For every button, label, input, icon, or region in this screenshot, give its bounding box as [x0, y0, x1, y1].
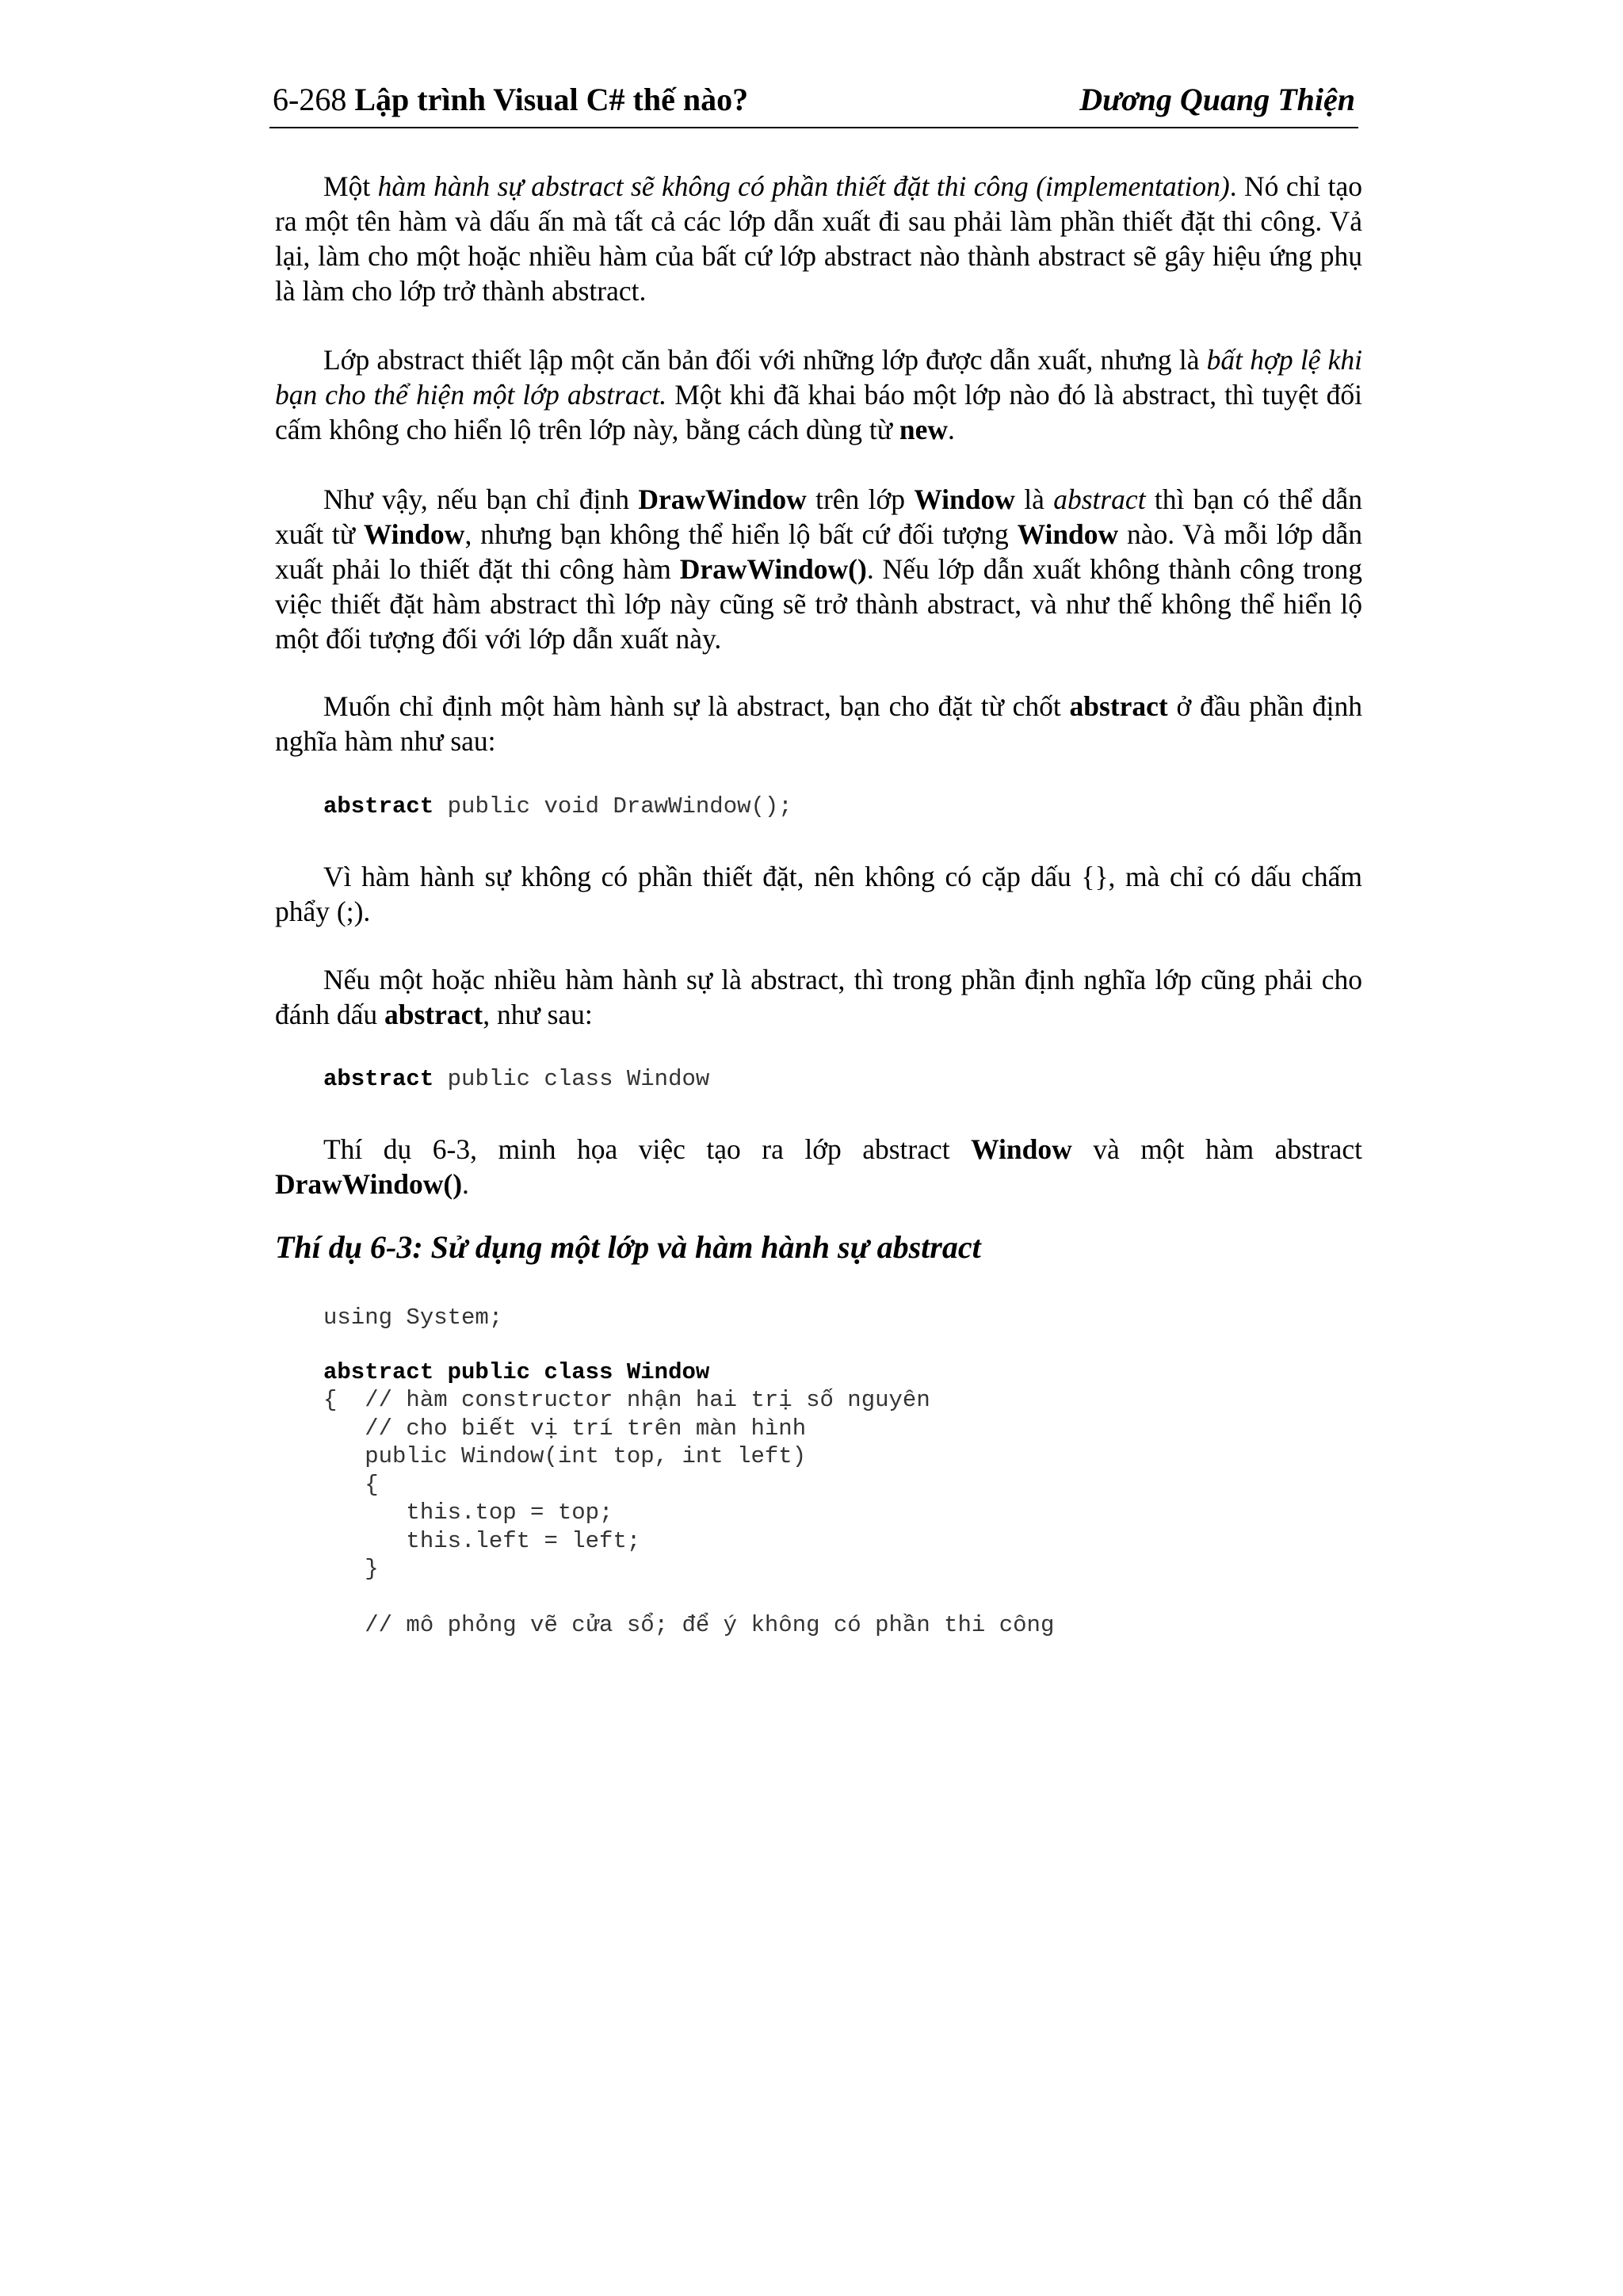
- text-span: . Nó chỉ tạo ra một tên hàm và dấu ấn mà tất cả các lớp dẫn xuất đi sau phải làm phần thiết đặt thi công. Vả lại, làm cho một hoặc nhiều hàm của bất cứ lớp abstract nào thành abstract sẽ gây hiệu ứng phụ là làm cho lớp trở thành abstract.: [275, 170, 1362, 307]
- page-header: [269, 78, 1358, 128]
- code-line: // cho biết vị trí trên màn hình: [323, 1415, 807, 1442]
- bold-keyword: Window: [914, 483, 1015, 515]
- code-line: }: [323, 1556, 379, 1582]
- italic-text: bất hợp lệ khi bạn cho thể hiện một lớp abstract.: [275, 344, 1362, 411]
- code-line: public Window(int top, int left): [323, 1443, 807, 1469]
- text-span: , như sau:: [483, 999, 593, 1030]
- bold-keyword: abstract: [384, 999, 483, 1030]
- text-span: ở đầu phần định nghĩa hàm như sau:: [275, 690, 1362, 757]
- text-span: Một khi đã khai báo một lớp nào đó là abstract, thì tuyệt đối cấm không cho hiển lộ trên lớp này, bằng cách dùng từ: [275, 379, 1362, 445]
- text-span: Một: [323, 170, 378, 202]
- code-keyword: abstract public class Window: [323, 1359, 710, 1385]
- bold-keyword: DrawWindow(): [679, 553, 867, 585]
- italic-text: hàm hành sự abstract sẽ không có phần thiết đặt thi công (implementation): [377, 170, 1230, 202]
- bold-keyword: Window: [363, 518, 465, 550]
- text-span: là: [1014, 483, 1054, 515]
- page-number: 6-268: [273, 82, 347, 117]
- italic-text: abstract: [1053, 483, 1146, 515]
- text-span: Vì hàm hành sự không có phần thiết đặt, nên không có cặp dấu {}, mà chỉ có dấu chấm phẩy (;).: [275, 861, 1362, 927]
- code-line: this.top = top;: [323, 1499, 613, 1526]
- text-span: thì bạn có thể dẫn xuất từ: [275, 483, 1363, 550]
- code-keyword: abstract: [323, 793, 434, 819]
- paragraph-5: [275, 859, 1362, 929]
- example-code-class-decl: [323, 1358, 709, 1387]
- paragraph-6: [275, 962, 1362, 1032]
- paragraph-7: [275, 1132, 1362, 1201]
- text-span: Thí dụ 6-3, minh họa việc tạo ra lớp abstract: [323, 1133, 972, 1165]
- example-code-body: [323, 1386, 1054, 1640]
- code-text: public class Window: [433, 1066, 710, 1092]
- author-name: Dương Quang Thiện: [1079, 82, 1355, 117]
- text-span: Lớp abstract thiết lập một căn bản đối với những lớp được dẫn xuất, nhưng là: [323, 344, 1207, 376]
- bold-keyword: Window: [1017, 518, 1119, 550]
- code-snippet-1: [323, 793, 792, 821]
- book-title: Lập trình Visual C# thế nào?: [354, 82, 749, 117]
- code-keyword: abstract: [323, 1066, 434, 1092]
- code-line: // mô phỏng vẽ cửa sổ; để ý không có phần thi công: [323, 1612, 1055, 1638]
- bold-keyword: Window: [971, 1133, 1072, 1165]
- text-span: Như vậy, nếu bạn chỉ định: [323, 483, 639, 515]
- text-span: trên lớp: [806, 483, 915, 515]
- example-code-line-1: using System;: [323, 1305, 503, 1331]
- text-span: và một hàm abstract: [1071, 1133, 1362, 1165]
- example-title: Thí dụ 6-3: Sử dụng một lớp và hàm hành sự abstract: [275, 1229, 981, 1265]
- text-span: . Nếu lớp dẫn xuất không thành công trong việc thiết đặt hàm abstract thì lớp này cũng sẽ trở thành abstract, và như thế không thể hiển lộ một đối tượng đối với lớp dẫn xuất này.: [275, 553, 1363, 655]
- paragraph-4: [275, 689, 1362, 758]
- header-left: [273, 81, 748, 118]
- text-span: .: [462, 1168, 469, 1200]
- text-span: Nếu một hoặc nhiều hàm hành sự là abstract, thì trong phần định nghĩa lớp cũng phải cho đánh dấu: [275, 964, 1362, 1030]
- bold-keyword: DrawWindow(): [275, 1168, 463, 1200]
- bold-keyword: new: [899, 414, 949, 445]
- code-text: public void DrawWindow();: [433, 793, 792, 819]
- paragraph-1: [275, 169, 1362, 308]
- code-snippet-2: [323, 1065, 709, 1094]
- code-line: {: [323, 1471, 379, 1498]
- text-span: nào. Và mỗi lớp dẫn xuất phải lo thiết đặt thi công hàm: [275, 518, 1362, 585]
- text-span: .: [948, 414, 955, 445]
- paragraph-2: [275, 342, 1362, 447]
- bold-keyword: abstract: [1069, 690, 1168, 722]
- code-line: this.left = left;: [323, 1527, 641, 1554]
- bold-keyword: DrawWindow: [638, 483, 807, 515]
- paragraph-3: [275, 482, 1362, 656]
- text-span: , nhưng bạn không thể hiển lộ bất cứ đối tượng: [464, 518, 1018, 550]
- text-span: Muốn chỉ định một hàm hành sự là abstract, bạn cho đặt từ chốt: [323, 690, 1070, 722]
- code-line: { // hàm constructor nhận hai trị số nguyên: [323, 1387, 930, 1413]
